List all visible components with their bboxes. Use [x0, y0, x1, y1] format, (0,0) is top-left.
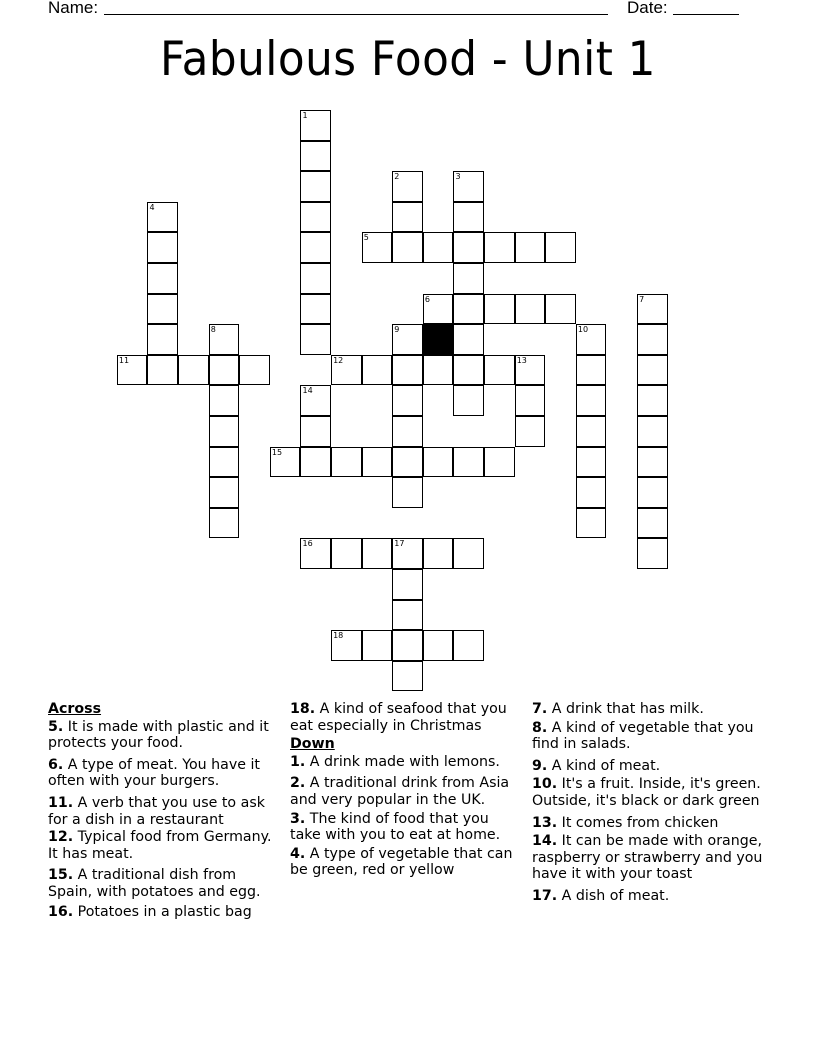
name-field[interactable]: [104, 14, 608, 15]
grid-cell[interactable]: [637, 355, 668, 386]
clue-number: 6: [424, 294, 430, 304]
grid-cell[interactable]: [453, 538, 484, 569]
grid-cell[interactable]: [209, 324, 240, 355]
clue-number: 13: [516, 355, 527, 365]
grid-cell[interactable]: [392, 630, 423, 661]
grid-cell[interactable]: [576, 508, 607, 539]
grid-cell[interactable]: [423, 630, 454, 661]
grid-cell[interactable]: [362, 232, 393, 263]
grid-cell[interactable]: [300, 447, 331, 478]
page-title: Fabulous Food - Unit 1: [160, 32, 656, 87]
clue-number: 15: [271, 447, 283, 457]
grid-cell[interactable]: [453, 355, 484, 386]
grid-cell[interactable]: [484, 447, 515, 478]
clue-down-13: 13. It comes from chicken: [532, 814, 719, 831]
grid-cell[interactable]: [300, 294, 331, 325]
grid-cell[interactable]: [209, 416, 240, 447]
grid-cell[interactable]: [453, 202, 484, 233]
clue-across-11: 11. A verb that you use to ask for a dish in a restaurant: [48, 794, 265, 828]
clue-across-12: 12. Typical food from Germany. It has meat.: [48, 829, 272, 862]
grid-cell[interactable]: [209, 508, 240, 539]
grid-cell[interactable]: [637, 385, 668, 416]
grid-cell[interactable]: [423, 355, 454, 386]
grid-cell[interactable]: [515, 355, 546, 386]
grid-cell[interactable]: [300, 110, 331, 141]
grid-cell[interactable]: [637, 416, 668, 447]
grid-cell[interactable]: [178, 355, 209, 386]
grid-cell[interactable]: [362, 538, 393, 569]
grid-cell[interactable]: [147, 324, 178, 355]
clue-number: 17: [394, 539, 405, 549]
clue-down-2: 2. A traditional drink from Asia and very popular in the UK.: [290, 775, 510, 808]
grid-cell[interactable]: [423, 447, 454, 478]
grid-cell[interactable]: [392, 447, 423, 478]
clue-number: 11: [118, 355, 130, 365]
down-heading: Down: [290, 736, 335, 753]
clue-down-14: 14. It can be made with orange, raspberry or strawberry and you have it with your toast: [532, 833, 763, 883]
clue-down-8: 8. A kind of vegetable that you find in salads.: [532, 719, 754, 753]
clue-number: 2: [394, 172, 400, 182]
grid-cell[interactable]: [423, 232, 454, 263]
clue-number: 9: [394, 325, 400, 335]
blocked-cell: [423, 324, 454, 355]
grid-cell[interactable]: [392, 202, 423, 233]
grid-cell[interactable]: [147, 232, 178, 263]
grid-cell[interactable]: [576, 385, 607, 416]
grid-cell[interactable]: [545, 232, 576, 263]
grid-cell[interactable]: [392, 355, 423, 386]
grid-cell[interactable]: [637, 447, 668, 478]
grid-cell[interactable]: [362, 355, 393, 386]
grid-cell[interactable]: [331, 538, 362, 569]
name-label: Name:: [48, 0, 99, 17]
grid-cell[interactable]: [392, 538, 423, 569]
clue-down-4: 4. A type of vegetable that can be green, red or yellow: [290, 845, 513, 879]
grid-cell[interactable]: [484, 232, 515, 263]
grid-cell[interactable]: [239, 355, 270, 386]
grid-cell[interactable]: [147, 294, 178, 325]
clue-number: 16: [302, 539, 313, 549]
grid-cell[interactable]: [545, 294, 576, 325]
grid-cell[interactable]: [576, 447, 607, 478]
grid-cell[interactable]: [423, 294, 454, 325]
grid-cell[interactable]: [362, 630, 393, 661]
clue-down-3: 3. The kind of food that you take with you to eat at home.: [290, 810, 501, 844]
clue-across-6: 6. A type of meat. You have it often with your burgers.: [48, 756, 260, 790]
clue-down-9: 9. A kind of meat.: [532, 757, 661, 774]
clue-down-17: 17. A dish of meat.: [532, 887, 670, 904]
grid-cell[interactable]: [147, 202, 178, 233]
grid-cell[interactable]: [484, 294, 515, 325]
grid-cell[interactable]: [453, 385, 484, 416]
grid-cell[interactable]: [515, 294, 546, 325]
grid-cell[interactable]: [484, 355, 515, 386]
clue-number: 1: [302, 111, 308, 120]
grid-cell[interactable]: [209, 385, 240, 416]
date-field[interactable]: [673, 14, 739, 15]
clue-down-1: 1. A drink made with lemons.: [290, 753, 500, 770]
grid-cell[interactable]: [576, 324, 607, 355]
clues-column-3: [532, 701, 772, 910]
grid-cell[interactable]: [300, 171, 331, 202]
crossword-grid: [117, 110, 677, 700]
clue-number: 10: [577, 325, 589, 335]
grid-cell[interactable]: [300, 324, 331, 355]
grid-cell[interactable]: [392, 416, 423, 447]
grid-cell[interactable]: [637, 538, 668, 569]
grid-cell[interactable]: [576, 416, 607, 447]
grid-cell[interactable]: [117, 355, 148, 386]
grid-cell[interactable]: [300, 385, 331, 416]
grid-cell[interactable]: [453, 171, 484, 202]
clue-number: 14: [302, 386, 313, 396]
grid-cell[interactable]: [300, 232, 331, 263]
clue-across-15: 15. A traditional dish from Spain, with potatoes and egg.: [48, 867, 261, 900]
grid-cell[interactable]: [209, 477, 240, 508]
clues-column-2: [290, 701, 522, 884]
clues-column-1: [48, 701, 280, 925]
grid-cell[interactable]: [637, 294, 668, 325]
grid-cell[interactable]: [300, 141, 331, 172]
grid-cell[interactable]: [637, 477, 668, 508]
clue-number: 18: [333, 631, 344, 641]
clue-number: 7: [639, 294, 645, 304]
grid-cell[interactable]: [270, 447, 301, 478]
grid-cell[interactable]: [392, 171, 423, 202]
grid-cell[interactable]: [331, 630, 362, 661]
clue-across-5: 5. It is made with plastic and it protects your food.: [48, 718, 269, 752]
clue-across-18: 18. A kind of seafood that you eat especially in Christmas: [290, 701, 507, 734]
clue-number: 12: [333, 355, 344, 365]
grid-cell[interactable]: [453, 324, 484, 355]
grid-cell[interactable]: [637, 508, 668, 539]
grid-cell[interactable]: [637, 324, 668, 355]
grid-cell[interactable]: [331, 355, 362, 386]
grid-cell[interactable]: [209, 447, 240, 478]
grid-cell[interactable]: [209, 355, 240, 386]
grid-cell[interactable]: [300, 202, 331, 233]
grid-cell[interactable]: [392, 600, 423, 631]
clue-across-16: 16. Potatoes in a plastic bag: [48, 903, 252, 920]
grid-cell[interactable]: [515, 232, 546, 263]
grid-cell[interactable]: [392, 661, 423, 692]
date-label: Date:: [627, 0, 668, 17]
grid-cell[interactable]: [453, 232, 484, 263]
grid-cell[interactable]: [576, 355, 607, 386]
grid-cell[interactable]: [576, 477, 607, 508]
across-heading: Across: [48, 701, 102, 717]
grid-cell[interactable]: [300, 416, 331, 447]
grid-cell[interactable]: [515, 416, 546, 447]
grid-cell[interactable]: [300, 538, 331, 569]
grid-cell[interactable]: [453, 447, 484, 478]
grid-cell[interactable]: [300, 263, 331, 294]
clue-down-10: 10. It's a fruit. Inside, it's green. Outside, it's black or dark green: [532, 776, 761, 809]
grid-cell[interactable]: [453, 630, 484, 661]
grid-cell[interactable]: [362, 447, 393, 478]
header: [48, 0, 748, 20]
grid-cell[interactable]: [515, 385, 546, 416]
grid-cell[interactable]: [147, 263, 178, 294]
clue-number: 8: [210, 325, 216, 335]
grid-cell[interactable]: [423, 538, 454, 569]
grid-cell[interactable]: [392, 324, 423, 355]
clue-down-7: 7. A drink that has milk.: [532, 701, 704, 717]
grid-cell[interactable]: [392, 477, 423, 508]
clue-number: 3: [455, 172, 461, 182]
grid-cell[interactable]: [392, 385, 423, 416]
grid-cell[interactable]: [147, 355, 178, 386]
grid-cell[interactable]: [453, 294, 484, 325]
clue-number: 5: [363, 233, 369, 243]
grid-cell[interactable]: [392, 232, 423, 263]
grid-cell[interactable]: [453, 263, 484, 294]
grid-cell[interactable]: [331, 447, 362, 478]
clue-number: 4: [149, 202, 155, 212]
grid-cell[interactable]: [392, 569, 423, 600]
